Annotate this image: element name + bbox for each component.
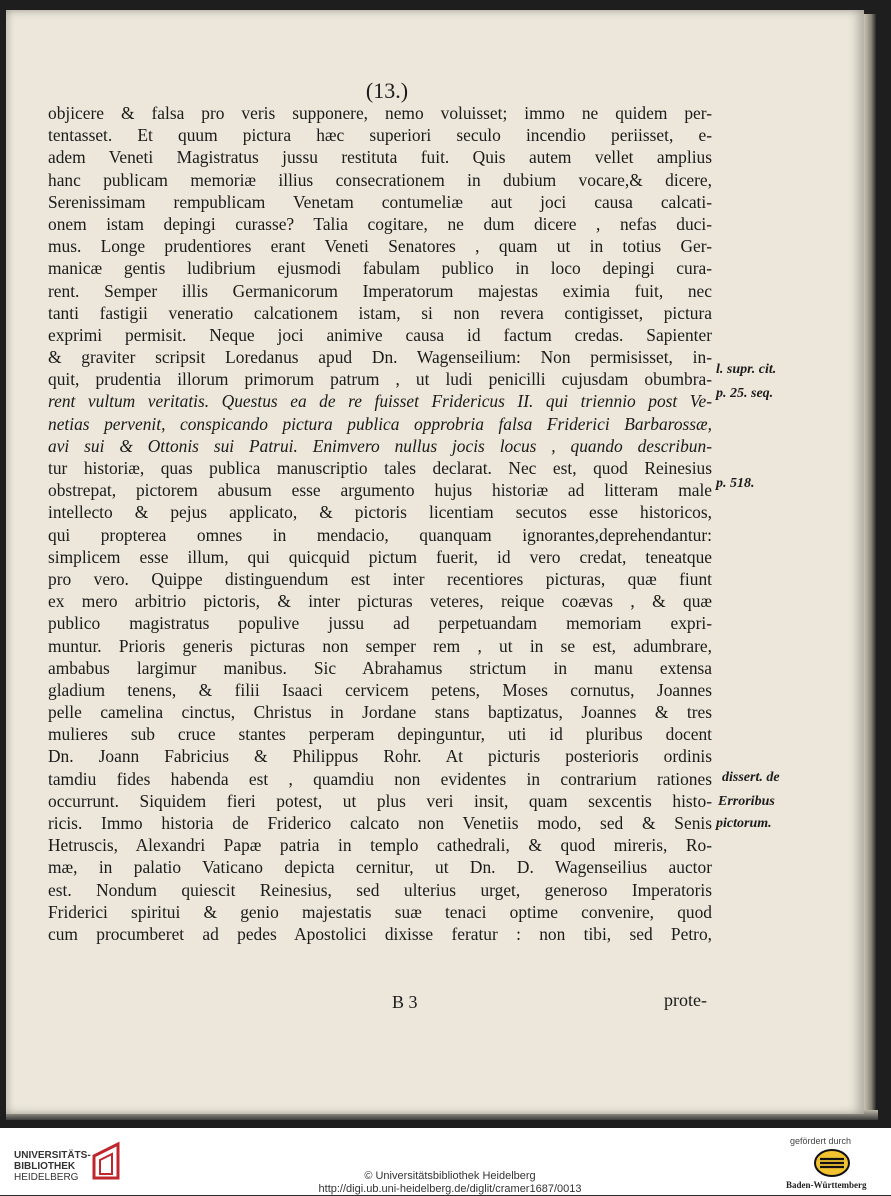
text-line: gladium tenens, & filii Isaaci cervicem petens, Moses cornutus, Joannes <box>48 679 712 700</box>
text-line: publico magistratus populive jussu ad perpetuandam memoriam expri- <box>48 613 712 634</box>
text-line: intellecto & pejus applicato, & pictoris licentiam secutos esse historicos, <box>48 502 712 523</box>
text-line: est. Nondum quiescit Reinesius, sed ulterius urget, generoso Imperatoris <box>48 879 712 900</box>
text-line: hanc publicam memoriæ illius consecrationem in dubium vocare,& dicere, <box>48 169 712 190</box>
text-line: tur historiæ, quas publica manuscriptio tales declarat. Nec est, quod Reinesius <box>48 458 712 478</box>
library-name-line1: UNIVERSITÄTS- <box>14 1150 91 1161</box>
text-line: ambabus largimur manibus. Sic Abrahamus strictum in manu extensa <box>48 657 712 678</box>
margin-note-4-line3: pictorum. <box>716 816 772 831</box>
funded-by-label: gefördert durch <box>790 1136 852 1146</box>
text-line: onem istam depingi curasse? Talia cogitare, ne dum dicere , nefas duci- <box>48 213 712 234</box>
funder-label: Baden-Württemberg <box>786 1180 867 1190</box>
body-text <box>48 102 712 945</box>
text-line: ex mero arbitrio pictoris, & inter picturas veteres, reique coævas , & quæ <box>48 591 712 612</box>
text-line: adem Veneti Magistratus jussu restituta fuit. Quis autem vellet amplius <box>48 147 712 168</box>
source-url-link[interactable]: http://digi.ub.uni-heidelberg.de/diglit/cramer1687/0013 <box>318 1183 582 1195</box>
text-line: Hetruscis, Alexandri Papæ patria in templo cathedrali, & quod mireris, Ro- <box>48 835 712 856</box>
text-line: & graviter scripsit Loredanus apud Dn. Wagenseilium: Non permisisset, in- <box>48 347 712 368</box>
text-line: Dn. Joann Fabricius & Philippus Rohr. At picturis posterioris ordinis <box>48 746 712 767</box>
text-line: pro vero. Quippe distinguendum est inter recentiores picturas, quæ fiunt <box>48 568 712 589</box>
text-line: rent vultum veritatis. Questus ea de re fuisset Fridericus II. qui triennio post Ve- <box>48 391 712 412</box>
text-line: mus. Longe prudentiores erant Veneti Senatores , quam ut in totius Ger- <box>48 236 712 257</box>
text-line: ricis. Immo historia de Friderico calcato non Venetiis modo, sed & Senis <box>48 813 712 833</box>
margin-note-4-line2: Erroribus <box>718 794 775 809</box>
margin-note-2: p. 25. seq. <box>716 386 774 401</box>
text-line: tanti fastigii veneratio calcationem istam, si non revera contigisset, pictura <box>48 302 712 323</box>
library-name-line3: HEIDELBERG <box>14 1172 79 1183</box>
text-line: Friderici spiritui & genio majestatis suæ tenaci optime convenire, quod <box>48 901 712 922</box>
text-line: muntur. Prioris generis picturas non semper rem , ut in se est, adumbrare, <box>48 635 712 656</box>
margin-note-1: l. supr. cit. <box>716 362 777 377</box>
page-number: (13.) <box>365 78 409 103</box>
library-name-line2: BIBLIOTHEK <box>14 1161 76 1172</box>
text-line: exprimi permisit. Neque joci animive causa id factum credas. Sapienter <box>48 324 712 345</box>
text-line: mulieres sub cruce stantes perperam depinguntur, uti id pluribus docent <box>48 724 712 745</box>
library-mark-icon <box>90 1138 126 1184</box>
text-line: cum procumberet ad pedes Apostolici dixisse feratur : non tibi, sed Petro, <box>48 923 712 944</box>
library-logo-text <box>14 1150 91 1183</box>
text-line: tamdiu fides habenda est , quamdiu non evidentes in contrarium rationes <box>48 768 712 789</box>
text-line: mæ, in palatio Vaticano depicta cernitur, ut Dn. D. Wagenseilius auctor <box>48 857 712 878</box>
footer-credits <box>230 1170 670 1196</box>
text-line: qui propterea omnes in mendacio, quanquam ignorantes,deprehendantur: <box>48 524 712 545</box>
catchword: prote- <box>664 990 707 1010</box>
footer-bar <box>0 1128 891 1195</box>
text-line: avi sui & Ottonis sui Patrui. Enimvero nullus jocis locus , quando describun- <box>48 435 712 456</box>
copyright-text: © Universitätsbibliothek Heidelberg <box>364 1170 536 1182</box>
page-edge-right <box>864 14 876 1118</box>
text-line: rent. Semper illis Germanicorum Imperatorum majestas eximia fuit, nec <box>48 280 712 301</box>
text-line: netias pervenit, conspicando pictura publica opprobria falsa Friderici Barbarossæ, <box>48 413 712 434</box>
text-line: Serenissimam rempublicam Venetam contumeliæ aut joci causa calcati- <box>48 191 712 212</box>
margin-note-4-line1: dissert. de <box>722 770 780 785</box>
text-line: simplicem esse illum, qui quicquid pictum fuerit, id vero credat, teneatque <box>48 546 712 567</box>
baden-wuerttemberg-crest-icon <box>812 1148 852 1178</box>
text-line: quit, prudentia illorum primorum patrum , ut ludi penicilli cujusdam obumbra- <box>48 369 712 390</box>
text-line: tentasset. Et quum pictura hæc superiori seculo incendio periisset, e- <box>48 125 712 146</box>
text-line: pelle camelina cinctus, Christus in Jordane stans baptizatus, Joannes & tres <box>48 702 712 723</box>
text-line: objicere & falsa pro veris supponere, nemo voluisset; immo ne quidem per- <box>48 103 712 123</box>
text-line: occurrunt. Siquidem fieri potest, ut plus veri insit, quam sexcentis histo- <box>48 790 712 811</box>
text-line: obstrepat, pictorem abusum esse argumento hujus historiæ ad litteram male <box>48 480 712 501</box>
signature-mark: B 3 <box>392 992 418 1012</box>
margin-note-3: p. 518. <box>716 476 755 491</box>
text-line: manicæ gentis ludibrium ejusmodi fabulam publico in loco depingi cura- <box>48 258 712 279</box>
